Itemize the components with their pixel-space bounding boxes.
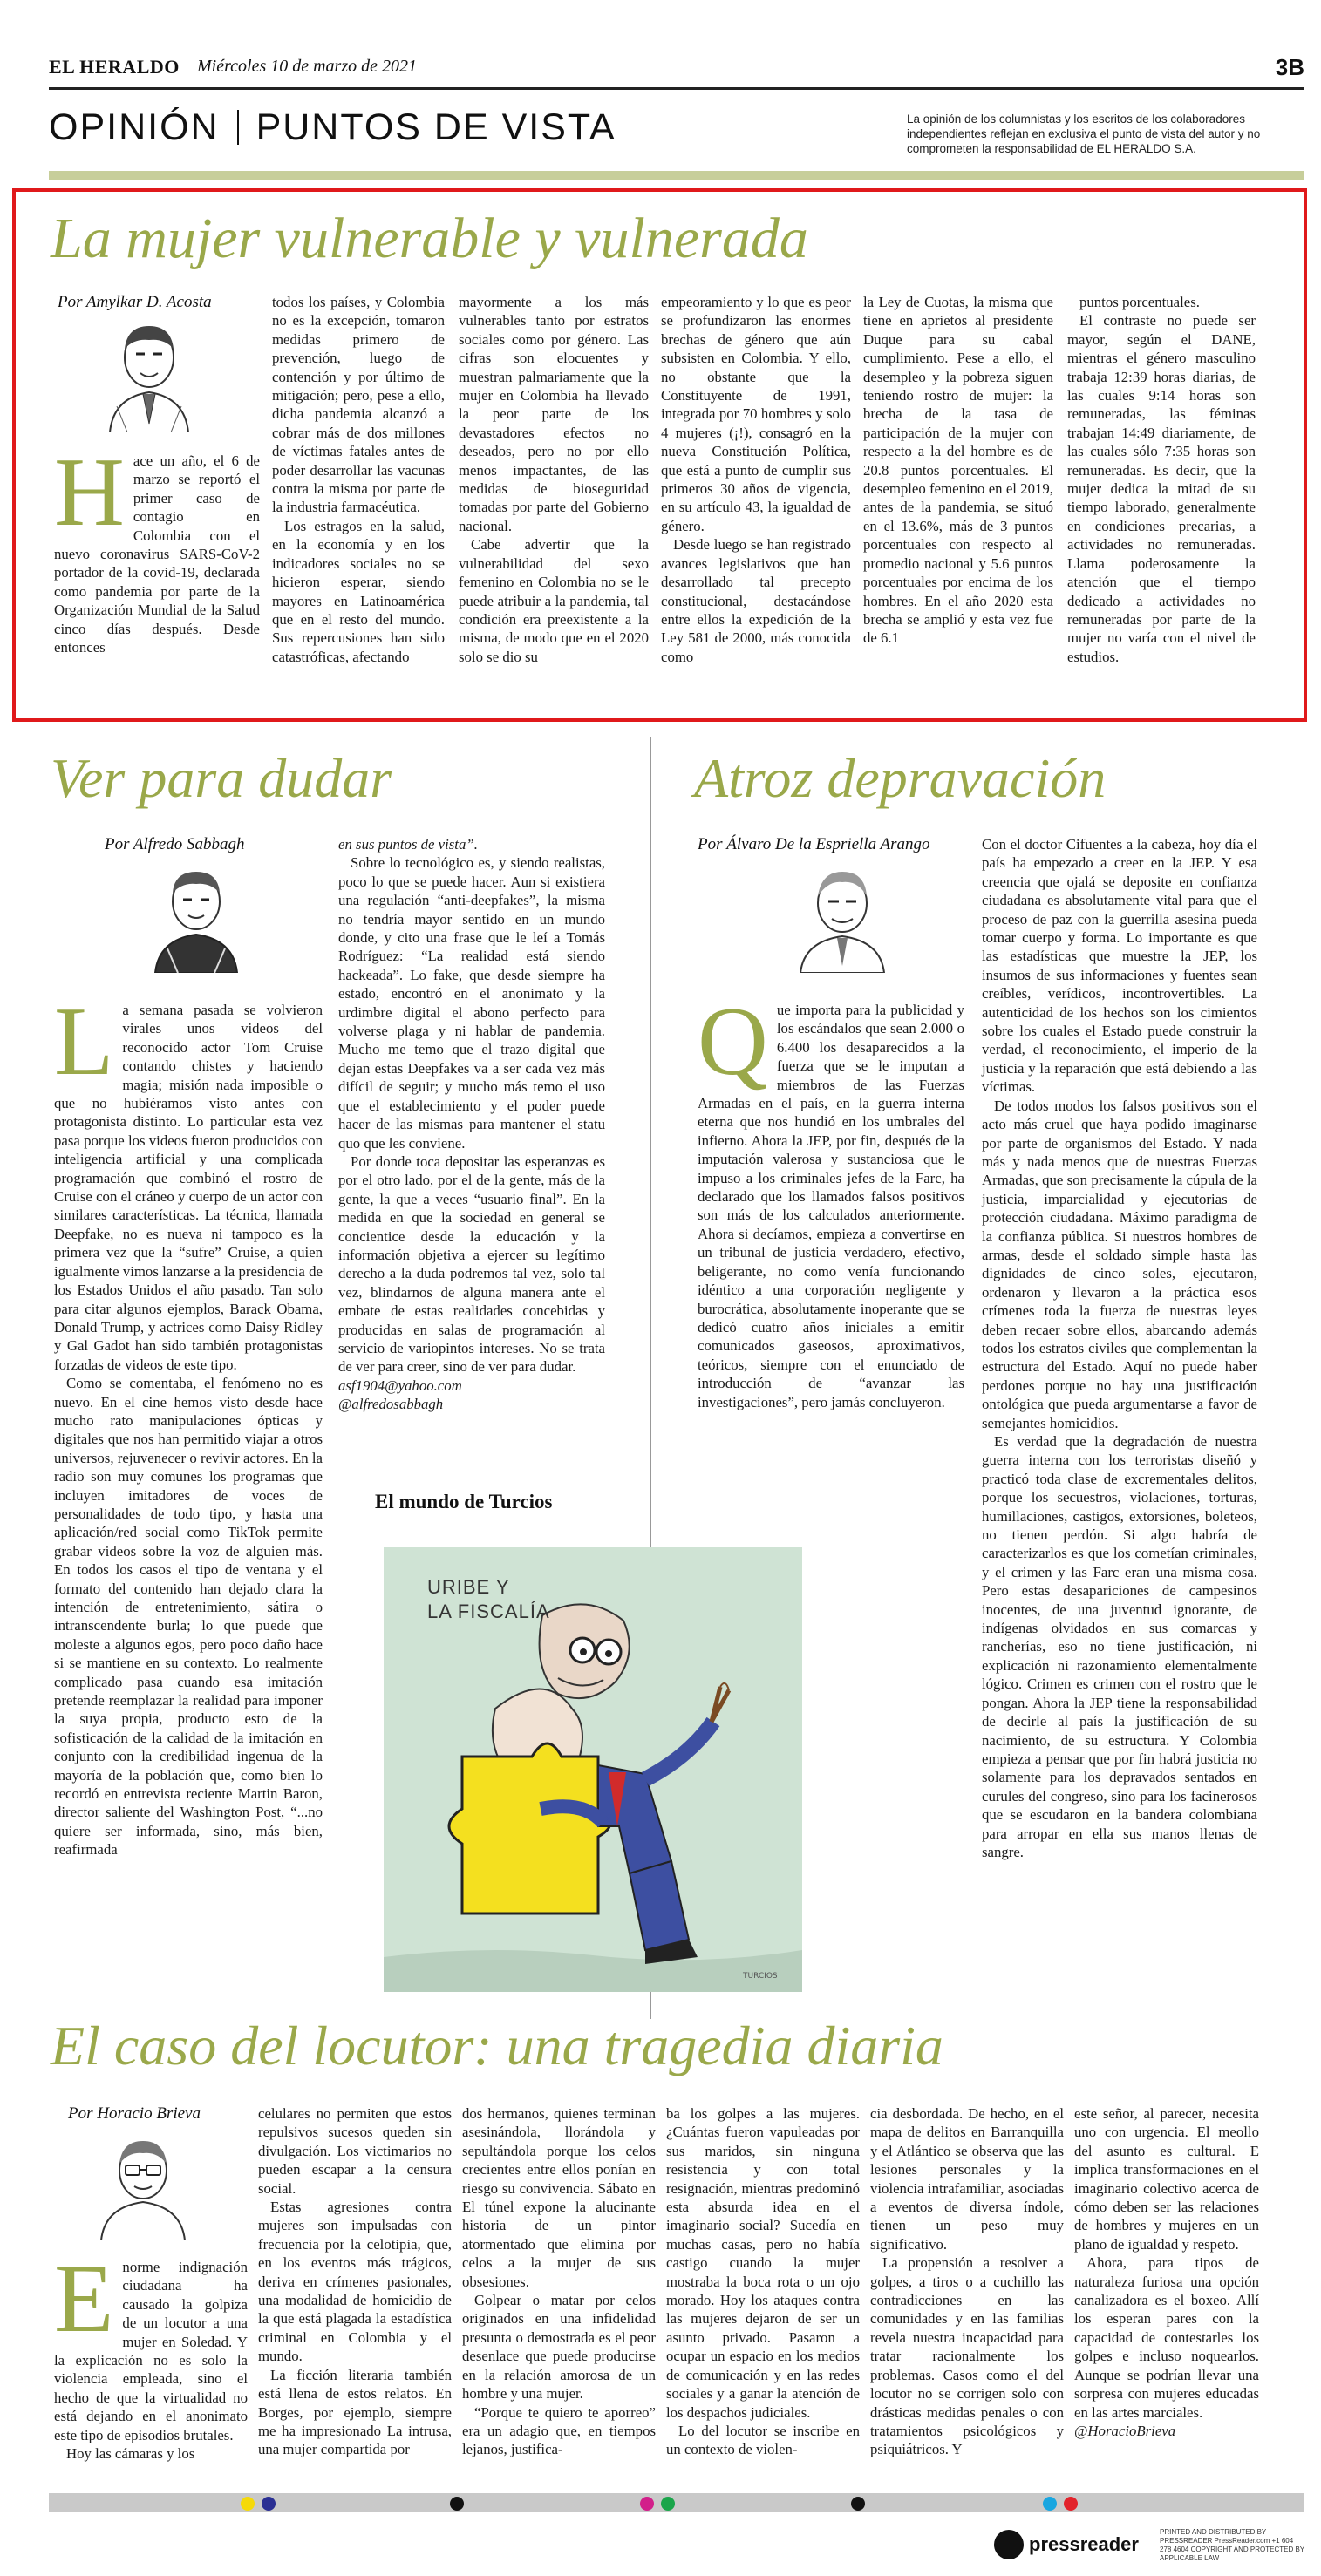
column-text: Estas agresiones contra mujeres son impulsadas con frecuencia por la celotipia, que, en los eventos más trágicos, deriva en crímenes pasionales, una modalidad de homicidio de la que está plagada la estadística criminal en Colombia y el mundo. xyxy=(258,2199,452,2365)
section-separator xyxy=(237,110,239,145)
column-text: ba los golpes a las mujeres. ¿Cuántas fueron vapuleadas por sus maridos, sin ninguna resistencia y con total resignación, mientras predominó esta absurda idea en el imaginario social? Sucedía en muchas casas, pero no había castigo cuando la mujer mostraba la boca rota o un ojo morado. Hoy los ataques contra las mujeres dejaron de ser un asunto privado. Pasaron a ocupar un espacio en los medios de comunicación y en las redes sociales y a ganar la atención de los despachos judiciales. xyxy=(666,2105,860,2421)
registration-dot xyxy=(1064,2497,1078,2511)
issue-date: Miércoles 10 de marzo de 2021 xyxy=(197,57,417,76)
author-email: asf1904@yahoo.com xyxy=(338,1376,462,1394)
column-text: Hoy las cámaras y los xyxy=(66,2445,195,2463)
newspaper-name: EL HERALDO xyxy=(49,56,180,78)
article-column xyxy=(258,2104,452,2459)
registration-bar xyxy=(49,2493,1304,2512)
article-column xyxy=(272,293,445,666)
column-text: empeoramiento y lo que es peor se profundizaron las enormes brechas de género que aún subsisten en Colombia. Y ello, no obstante que la Constituyente de 1991, integrada por 70 hombres y solo 4 mujeres (¡!), consagró en la nueva Constitución Política, que está a punto de cumplir sus primeros 30 años de vigencia, en su artículo 43, la igualdad de género. xyxy=(661,294,851,534)
drop-cap: H xyxy=(54,438,125,547)
registration-dot xyxy=(851,2497,865,2511)
registration-dot xyxy=(262,2497,276,2511)
column-text: Con el doctor Cifuentes a la cabeza, hoy día el país ha empezado a creer en la JEP. Y esa creencia que ojalá se deposite en confianza ciudadana es absolutamente vital para que el proceso de paz con la guerrilla asesina pueda tomar cuerpo y forma. Lo importante es que las estadísticas que muestre la JEP, los insumos de sus informaciones y fuentes sean creíbles, verídicos, incontrovertibles. La autenticidad de los hechos son los cimientos sobre los cuales el Estado puede construir la verdad, el reconocimiento, el imperio de la justicia y la reparación que está debiendo a las víctimas. xyxy=(982,836,1257,1096)
registration-dot xyxy=(661,2497,675,2511)
column-text: Lo del locutor se inscribe en un contexto de violen- xyxy=(666,2422,860,2458)
author-portrait xyxy=(793,861,891,973)
column-text: De todos modos los falsos positivos son el acto más cruel que haya podido imaginarse por parte de organismos del Estado. Y nada más y nada menos que de nuestras Fuerzas Armadas, que son precisamente la cúpula de la justicia, imparcialidad y ejecutorias de protección ciudadana. Máximo paradigma de la confianza pública. Si nuestros hombres de armas, desde el soldado simple hasta las dignidades de cinco soles, ejecutaron, ordenaron y llevaron a la práctica esos crímenes toda la fuerza de nuestras leyes deben recaer sobre ellos, abarcando además todos los estratos civiles que complementan la estructura del Estado. Aquí no puede haber perdones porque no hay una justificación ontológica que pueda argumentarse a favor de semejantes homicidios. xyxy=(982,1097,1257,1431)
column-text: norme indignación ciudadana ha causado la golpiza de un locutor a una mujer en Soledad. Y la explicación no es solo la violencia empleada, sino el hecho de que la virtualidad no está dejando en el anonimato este tipo de episodios brutales. xyxy=(54,2259,248,2443)
section-color-bar xyxy=(49,171,1304,180)
cartoon-heading: El mundo de Turcios xyxy=(375,1491,553,1512)
editorial-cartoon xyxy=(384,1547,802,1992)
column-text: Por donde toca depositar las esperanzas es por el otro lado, por el de la gente, más de la gente, la que a veces “usuario final”. En la medida en que la sociedad en general se concientice desde la educación y la información objetiva a ejercer su legítimo derecho a la duda podremos tal vez, solo tal vez, blindarnos de alguna manera ante el embate de estas realidades concebidas y producidas en salas de programación al servicio de variopintos intereses. No se trata de ver para creer, sino de ver para dudar. xyxy=(338,1152,605,1376)
page-number: 3B xyxy=(1275,54,1304,80)
column-text: celulares no permiten que estos repulsivos sucesos queden sin divulgación. Los victimarios no pueden escapar a la censura social. xyxy=(258,2105,452,2197)
column-text: ue importa para la publicidad y los escándalos que sean 2.000 o 6.400 los desaparecidos a la fuerza que se le imputan a miembros de las Fuerzas Armadas en el país, en la guerra interna eterna que nos hundió en los umbrales del infierno. Ahora la JEP, por fin, después de la imputación valerosa y sustanciosa que le impuso a los criminales jefes de la Farc, ha declarado que los llamados falsos positivos son más de los calculados anteriormente. Ahora si decíamos, empieza a convertirse en un tribunal de justicia verdadero, efectivo, beligerante, no como venía funcionando idéntico a una corporación negligente y burocrática, absolutamente inoperante que se dedicó cuatro años iniciales a emitir comunicados gaseosos, aproximativos, teóricos, siempre con el enunciado de introducción de “avanzar las investigaciones”, pero jamás concluyeron. xyxy=(698,1002,964,1410)
article-byline: Por Alfredo Sabbagh xyxy=(105,835,245,853)
cartoon-caption-line: URIBE Y xyxy=(427,1576,510,1598)
article-byline: Por Amylkar D. Acosta xyxy=(58,293,212,311)
svg-text:TURCIOS: TURCIOS xyxy=(743,1972,778,1981)
article-column xyxy=(54,988,323,1859)
column-text: Golpear o matar por celos originados en una infidelidad presunta o demostrada es el peor desenlace que puede producirse en la relación amorosa de un hombre y una mujer. xyxy=(462,2292,656,2403)
article-title: El caso del locutor: una tragedia diaria xyxy=(51,2015,943,2076)
column-text: a semana pasada se volvieron virales unos videos del reconocido actor Tom Cruise contando chistes y haciendo magia; misión nada imposible o que no hubiéramos visto antes con protagonista distinto. Lo particular esta vez pasa porque los videos fueron producidos con inteligencia artificial y una complicada programación que combinó el rostro de Cruise con el cráneo y cuerpo de un actor con similares características. La técnica, llamada Deepfake, no es nueva ni tampoco es la primera vez que la “sufre” Cruise, a quien igualmente vimos lanzarse a la presidencia de los Estados Unidos el año pasado. Tan solo para citar algunos ejemplos, Barack Obama, Donald Trump, y actrices como Daisy Ridley y Gal Gadot han sido también protagonistas forzadas de videos de este tipo. xyxy=(54,1002,323,1373)
article-column xyxy=(338,835,605,1414)
pressreader-wordmark: pressreader xyxy=(1029,2533,1139,2555)
author-portrait xyxy=(94,2131,192,2240)
article-column xyxy=(661,293,851,666)
column-text: Como se comentaba, el fenómeno no es nuevo. En el cine hemos visto desde hace mucho rato manipulaciones ópticas y digitales que nos han permitido viajar a otros universos, rejuvenecer o revivir actores. En la radio son muy comunes los programas que incluyen imitadores de voces de personalidades de todo tipo, y hasta una aplicación/red social como TikTok permite grabar videos sobre la voz de alguien más. En todos los casos el tipo de ventana y el formato del contenido han dejado clara la intención de entretenimiento, sátira o intranscendente burla; lo que puede que moleste a algunos egos, pero poco daño hace si se mantiene en su contexto. Lo realmente complicado pasa cuando esa imitación pretende reemplazar la realidad para imponer la suya propia, producto esto de la sofisticación de la calidad de la imitación en conjunto con la credibilidad ingenua de la mayoría de la población que, como bien lo recordó en entrevista reciente Martin Baron, director saliente del Washington Post, “...no quiere ser informada, sino, más bien, reafirmada xyxy=(54,1375,323,1859)
article-column xyxy=(54,438,260,656)
drop-cap: E xyxy=(54,2245,114,2353)
article-title: Ver para dudar xyxy=(51,747,392,809)
column-text: la Ley de Cuotas, la misma que tiene en aprietos al presidente Duque para su cabal cumplimiento. Pese a ello, el desempleo y la pobreza siguen teniendo rostro de mujer: la brecha de la tasa de participación de la mujer con respecto a la del hombre es de 20.8 puntos porcentuales. El desempleo femenino en el 2019, antes de la pandemia, se situó en el 13.6%, más de 3 puntos porcentuales con respecto al promedio nacional y 5.6 puntos porcentuales por encima de los hombres. En el año 2020 esta brecha se amplió y esta vez fue de 6.1 xyxy=(863,294,1053,647)
column-text: La ficción literaria también está llena de estos relatos. En Borges, por ejemplo, siempre me ha impresionado La intrusa, una mujer compartida por xyxy=(258,2366,452,2458)
editorial-disclaimer: La opinión de los columnistas y los escritos de los colaboradores independientes reflejan en exclusiva el punto de vista del autor y no comprometen la responsabilidad de EL HERALDO S.A. xyxy=(907,112,1261,155)
article-title: La mujer vulnerable y vulnerada xyxy=(51,207,808,270)
column-text: El contraste no puede ser mayor, según el DANE, mientras el género masculino trabaja 12:39 horas diarias, de las cuales 9:14 horas son remuneradas, las féminas trabajan 14:49 diariamente, de las cuales sólo 7:35 horas son remuneradas. Es decir, que la mujer dedica la mitad de su tiempo laborado, generalmente en condiciones precarias, a actividades no remuneradas. Llama poderosamente la atención que el tiempo dedicado a actividades no remuneradas por parte de la mujer no varía con el nivel de estudios. xyxy=(1067,312,1256,665)
author-handle: @HoracioBrieva xyxy=(1074,2422,1176,2439)
drop-cap: Q xyxy=(698,988,768,1096)
registration-dot xyxy=(241,2497,255,2511)
column-text: Es verdad que la degradación de nuestra guerra interna con los terroristas diseñó y practicó toda clase de excrementales delitos, porque los secuestros, violaciones, torturas, humillaciones, castigos, extorsiones, boleteos, no tienen perdón. Si algo habría de caracterizarlos es que los cometían criminales, y el crimen y las Farc eran una misma cosa. Pero estas desapariciones de campesinos inocentes, de una juventud ignorante, de indígenas olvidados en sus comarcas y rancherías, eso no tiene justificación, ni explicación ni razonamiento elementalmente lógico. Crimen es crimen con el rostro que le pongan. Ahora la JEP tiene la responsabilidad de decirle al país la justificación de su nacimiento, de su estructura. Y Colombia empieza a pensar que por fin habrá justicia no solamente para los depravados sentados en curules del congreso, sino para los facinerosos que se escudaron en la bandera colombiana para arropar en ella sus manos llenas de sangre. xyxy=(982,1433,1257,1860)
article-column xyxy=(1074,2104,1259,2440)
article-column xyxy=(698,988,964,1411)
section-subname: PUNTOS DE VISTA xyxy=(255,106,616,148)
column-text: Cabe advertir que la vulnerabilidad del sexo femenino en Colombia no se le puede atribuir a la pandemia, tal condición era preexistente a la misma, de modo que en el 2020 solo se dio su xyxy=(459,536,649,665)
section-header xyxy=(49,106,616,159)
column-text: en sus puntos de vista”. xyxy=(338,836,478,853)
column-text: este señor, al parecer, necesita uno con urgencia. El meollo del asunto es cultural. E implica transformaciones en el imaginario colectivo acerca de cómo deben ser las relaciones de hombres y mujeres en un plano de igualdad y respeto. xyxy=(1074,2105,1259,2253)
cartoon-caption xyxy=(427,1575,550,1624)
article-title: Atroz depravación xyxy=(694,747,1107,809)
article-byline: Por Álvaro De la Espriella Arango xyxy=(698,835,930,853)
column-text: todos los países, y Colombia no es la excepción, tomaron medidas primero de prevención, luego de contención y por último de mitigación; pero, pese a ello, dicha pandemia alcanzó a cobrar más de dos millones de víctimas fatales antes de poder desarrollar las vacunas contra la misma por parte de la industria farmacéutica. xyxy=(272,294,445,516)
column-text: Desde luego se han registrado avances legislativos que han desarrollado tal precepto constitucional, destacándose entre ellos la expedición de la Ley 581 de 2000, más conocida como xyxy=(661,536,851,665)
registration-dot xyxy=(640,2497,654,2511)
column-text: cia desbordada. De hecho, en el mapa de delitos en Barranquilla y el Atlántico se observa que las lesiones personales y la violencia intrafamiliar, asociadas a eventos de diversa índole, tienen un peso muy significativo. xyxy=(870,2105,1064,2253)
article-column xyxy=(459,293,649,666)
column-text: dos hermanos, quienes terminan asesinándola, llorándola y sepultándola porque los celos crecientes entre ellos ponían en riesgo su convivencia. Sábato en El túnel expone la alucinante historia de un pintor atormentado que elimina por celos a la mujer de sus obsesiones. xyxy=(462,2105,656,2290)
pressreader-fine-print: PRINTED AND DISTRIBUTED BY PRESSREADER PressReader.com +1 604 278 4604 COPYRIGHT AND PROTECTED BY APPLICABLE LAW xyxy=(1160,2528,1304,2562)
column-text: La propensión a resolver a golpes, a tiros o a cuchillo las contradicciones en las comunidades y en las familias revela nuestra incapacidad para tratar racionalmente los problemas. Casos como el del locutor no se corrigen solo con drásticas medidas penales o con tratamientos psicológicos y psiquiátricos. Y xyxy=(870,2254,1064,2458)
column-text: Sobre lo tecnológico es, y siendo realistas, poco lo que se puede hacer. Aun si existiera una regulación “anti-deepfakes”, la misma no tendría mayor sentido en un mundo donde, y cito una frase que le leí a Tomás Rodríguez: “La realidad está siendo hackeada”. Lo fake, que desde siempre ha estado, encontró en el anonimato y la urdimbre digital el abono perfecto para volverse plaga y ni hablar de pandemia. Mucho me temo que el trazo digital que dejan estas Deepfakes va a ser cada vez más difícil de seguir; y mucho más temo el uso que el establecimiento y el poder puede hacer de las mismas para mantener el statu quo que les conviene. xyxy=(338,854,605,1152)
masthead-rule xyxy=(49,87,1304,90)
article-column xyxy=(982,835,1257,1861)
author-portrait xyxy=(148,861,244,973)
author-portrait xyxy=(101,319,197,432)
column-text: Los estragos en la salud, en la economía y en los indicadores sociales no se hicieron esperar, siendo mayores en Latinoamérica que en el resto del mundo. Sus repercusiones han sido catastróficas, afectando xyxy=(272,517,445,665)
column-text: mayormente a los más vulnerables tanto por estratos sociales como por género. Las cifras son elocuentes y muestran palmariamente que la mujer en Colombia ha llevado la peor parte de los devastadores efectos no deseados, pero no por ello menos impactantes, de las medidas de bioseguridad tomadas por parte del Gobierno nacional. xyxy=(459,294,649,534)
article-column xyxy=(666,2104,860,2459)
section-name: OPINIÓN xyxy=(49,106,220,148)
masthead xyxy=(49,49,1304,84)
article-column xyxy=(54,2245,248,2463)
drop-cap: L xyxy=(54,988,114,1096)
registration-dot xyxy=(450,2497,464,2511)
column-text: Ahora, para tipos de naturaleza furiosa una opción canalizadora es el boxeo. Allí los esperan pares con la capacidad de contestarles los golpes e incluso noquearlos. Aunque se podrían llevar una sorpresa con mujeres educadas en las artes marciales. xyxy=(1074,2254,1259,2421)
article-column xyxy=(1067,293,1256,666)
column-text: “Porque te quiero te aporreo” era un adagio que, en tiempos lejanos, justifica- xyxy=(462,2403,656,2458)
registration-dot xyxy=(1043,2497,1057,2511)
article-column xyxy=(462,2104,656,2459)
article-column xyxy=(863,293,1053,648)
column-text: ace un año, el 6 de marzo se reportó el primer caso de contagio en Colombia con el nuevo coronavirus SARS-CoV-2 portador de la covid-19, declarada como pandemia por parte de la Organización Mundial de la Salud cinco días después. Desde entonces xyxy=(54,452,260,656)
author-handle: @alfredosabbagh xyxy=(338,1396,444,1413)
pressreader-logo-icon xyxy=(994,2530,1024,2559)
article-column xyxy=(870,2104,1064,2459)
pressreader-stamp xyxy=(994,2526,1304,2565)
column-text: puntos porcentuales. xyxy=(1079,294,1200,310)
article-byline: Por Horacio Brieva xyxy=(68,2104,201,2123)
cartoon-caption-line: LA FISCALÍA xyxy=(427,1601,550,1622)
